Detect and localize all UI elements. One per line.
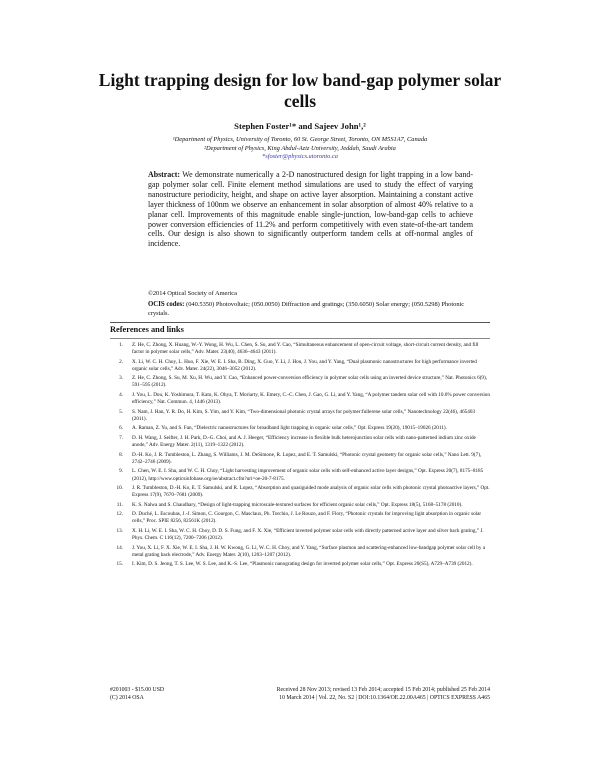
reference-item: [110, 359, 490, 373]
reference-list: [110, 342, 490, 571]
reference-number: 5.: [119, 408, 123, 415]
reference-item: [110, 452, 490, 466]
abstract-label: Abstract:: [148, 170, 180, 179]
reference-number: 4.: [119, 392, 123, 399]
author-list: Stephen Foster¹* and Sajeev John¹,²: [234, 121, 366, 131]
reference-item: [110, 468, 490, 482]
reference-item: [110, 409, 490, 423]
reference-text: J. R. Tumbleston, D.-H. Ko, E. T. Samulski, and R. Lopez, “Absorption and quasiguided mode analysis of organic solar cells with photonic crystal photoactive layers,” Opt. Express 17(9), 7670–7681 (2009).: [132, 485, 490, 499]
reference-text: D. Duché, L. Escoubas, J.-J. Simon, C. Gourgon, C. Masclaux, Ph. Torchio, J. Le Rouzo, and F. Flory, “Photonic crystals for improving light absorption in organic solar cells,” Proc. SPIE 8256, 82561K (2012).: [132, 511, 482, 525]
reference-text: X. Li, W. C. H. Choy, L. Huo, F. Xie, W. E. I. Sha, B. Ding, X. Guo, Y. Li, J. Hou, J. You, and Y. Yang, “Dual plasmonic nanostructures for high performance inverted organic solar cells,” Adv. Mater. 24(22), 3046–3052 (2012).: [132, 358, 477, 372]
reference-item: [110, 425, 490, 432]
reference-text: D.-H. Ko, J. R. Tumbleston, L. Zhang, S. Williams, J. M. DeSimone, R. Lopez, and E. T. Samulski, “Photonic crystal geometry for organic solar cells,” Nano Lett. 9(7), 2742–2746 (2009).: [132, 451, 482, 465]
ocis-text: (040.5350) Photovoltaic; (050.0050) Diffraction and gratings; (350.6050) Solar energy; (050.5298) Photonic crystals.: [148, 301, 465, 317]
reference-text: J. You, L. Dou, K. Yoshimura, T. Kato, K. Ohya, T. Moriarty, K. Emery, C.-C. Chen, J. Gao, G. Li, and Y. Yang, “A polymer tandem solar cell with 10.6% power conversion efficiency,” Nat. Commun. 4, 1446 (2013).: [132, 392, 490, 406]
reference-number: 6.: [119, 425, 123, 432]
reference-item: [110, 528, 490, 542]
reference-text: S. Nam, J. Han, Y. R. Do, H. Kim, S. Yim, and Y. Kim, “Two-dimensional photonic crystal arrays for polymer:fullerene solar cells,” Nanotechnology 22(46), 465403 (2011).: [132, 408, 476, 422]
reference-text: A. Raman, Z. Yu, and S. Fan, “Dielectric nanostructures for broadband light trapping in organic solar cells,” Opt. Express 19(20), 19015–19026 (2011).: [132, 425, 447, 432]
references-bottom-divider: [110, 338, 490, 339]
footer-row: [110, 686, 490, 694]
footer-copyright: (C) 2014 OSA: [110, 695, 144, 701]
reference-item: [110, 485, 490, 499]
reference-text: I. Kim, D. S. Jeong, T. S. Lee, W. S. Lee, and K.-S. Lee, “Plasmonic nanograting design for inverted polymer solar cells,” Opt. Express 20(S5), A729–A739 (2012).: [132, 561, 473, 568]
abstract-text: We demonstrate numerically a 2-D nanostructured design for light trapping in a low band-gap polymer solar cell. Finite element method simulations are used to study the effect of varying nanostructure periodicity, height, and shape on active layer absorption. Maintaining a constant active layer thickness of 100nm we observe an enhancement in solar absorption of almost 40% relative to a planar cell. Improvements of this magnitude enable single-junction, low-band-gap cells to achieve power conversion efficiencies of 11.2% and perform competitively with even state-of-the-art tandem cells. Our design is also shown to significantly outperform tandem cells at off-normal angles of incidence.: [148, 170, 473, 249]
paper-title: Light trapping design for low band-gap polymer solar cells: [98, 70, 502, 111]
footer-row: [110, 694, 490, 702]
reference-item: [110, 435, 490, 449]
reference-number: 7.: [119, 435, 123, 442]
reference-text: Z. He, C. Zhong, S. Su, M. Xu, H. Wu, and Y. Cao, “Enhanced power-conversion efficiency in polymer solar cells using an inverted device structure,” Nat. Photonics 6(9), 591–595 (2012).: [132, 375, 488, 389]
ocis-label: OCIS codes:: [148, 301, 185, 308]
reference-text: L. Chen, W. E. I. Sha, and W. C. H. Choy, “Light harvesting improvement of organic solar cells with self-enhanced active layer designs,” Opt. Express 20(7), 8175–8185 (2012), http://www.opticsinfobase.org/oe/abstract.cfm?uri=oe-20-7-8175.: [132, 468, 484, 482]
page-footer: [110, 686, 490, 702]
reference-number: 13.: [116, 528, 123, 535]
affiliation-1: ¹Department of Physics, University of Toronto, 60 St. George Street, Toronto, ON M5S1A7, Canada: [172, 136, 428, 143]
footer-dates: Received 28 Nov 2013; revised 13 Feb 2014; accepted 15 Feb 2014; published 25 Feb 2014: [276, 687, 490, 693]
reference-item: [110, 545, 490, 559]
reference-text: K. S. Nalwa and S. Chaudhary, “Design of light-trapping microscale-textured surfaces for efficient organic solar cells,” Opt. Express 18(5), 5168–5178 (2010).: [132, 501, 463, 508]
reference-number: 12.: [116, 511, 123, 518]
reference-number: 10.: [116, 485, 123, 492]
ocis-codes: [148, 301, 473, 318]
reference-number: 11.: [116, 501, 123, 508]
affiliations: [90, 136, 510, 162]
references-top-divider: [110, 322, 490, 323]
reference-number: 2.: [119, 358, 123, 365]
reference-text: X. H. Li, W. E. I. Sha, W. C. H. Choy, D. D. S. Fung, and F. X. Xie, “Efficient inverted polymer solar cells with directly patterned active layer and silver back grating,” J. Phys. Chem. C 116(12), 7200–7206 (2012).: [132, 528, 484, 542]
reference-number: 9.: [119, 468, 123, 475]
footer-article-id: #201003 - $15.00 USD: [110, 687, 165, 693]
reference-item: [110, 561, 490, 568]
reference-number: 8.: [119, 451, 123, 458]
reference-text: D. H. Wang, J. Seifter, J. H. Park, D.-G. Choi, and A. J. Heeger, “Efficiency increase in flexible bulk heterojunction solar cells with nano-patterned indium zinc oxide anode,” Adv. Energy Mater. 2(11), 1319–1322 (2012).: [132, 435, 476, 449]
abstract: [148, 170, 473, 249]
reference-text: Z. He, C. Zhong, X. Huang, W.-Y. Wong, H. Wu, L. Chen, S. Su, and Y. Cao, “Simultaneous enhancement of open-circuit voltage, short-circuit current density, and fill factor in polymer solar cells,” Adv. Mater. 23(40), 4636–4643 (2011).: [132, 342, 479, 356]
author-email-link[interactable]: *sfoster@physics.utoronto.ca: [262, 153, 338, 161]
affiliation-2: ²Department of Physics, King Abdul-Aziz University, Jeddah, Saudi Arabia: [204, 144, 396, 152]
footer-journal-info: 10 March 2014 | Vol. 22, No. S2 | DOI:10.1364/OE.22.00A465 | OPTICS EXPRESS A465: [279, 695, 490, 701]
references-heading: References and links: [110, 325, 184, 334]
reference-text: J. You, X. Li, F. X. Xie, W. E. I. Sha, J. H. W. Kwong, G. Li, W. C. H. Choy, and Y. Yang, “Surface plasmon and scattering-enhanced low-bandgap polymer solar cell by a metal grating back electrode,” Adv. Energy Mater. 2(10), 1203–1207 (2012).: [132, 544, 486, 558]
reference-item: [110, 375, 490, 389]
reference-number: 1.: [119, 342, 123, 348]
reference-item: [110, 342, 490, 356]
reference-item: [110, 502, 490, 509]
reference-number: 15.: [116, 561, 123, 568]
reference-number: 3.: [119, 375, 123, 382]
copyright-notice: ©2014 Optical Society of America: [148, 290, 237, 297]
reference-item: [110, 392, 490, 406]
reference-item: [110, 511, 490, 525]
reference-number: 14.: [116, 544, 123, 551]
